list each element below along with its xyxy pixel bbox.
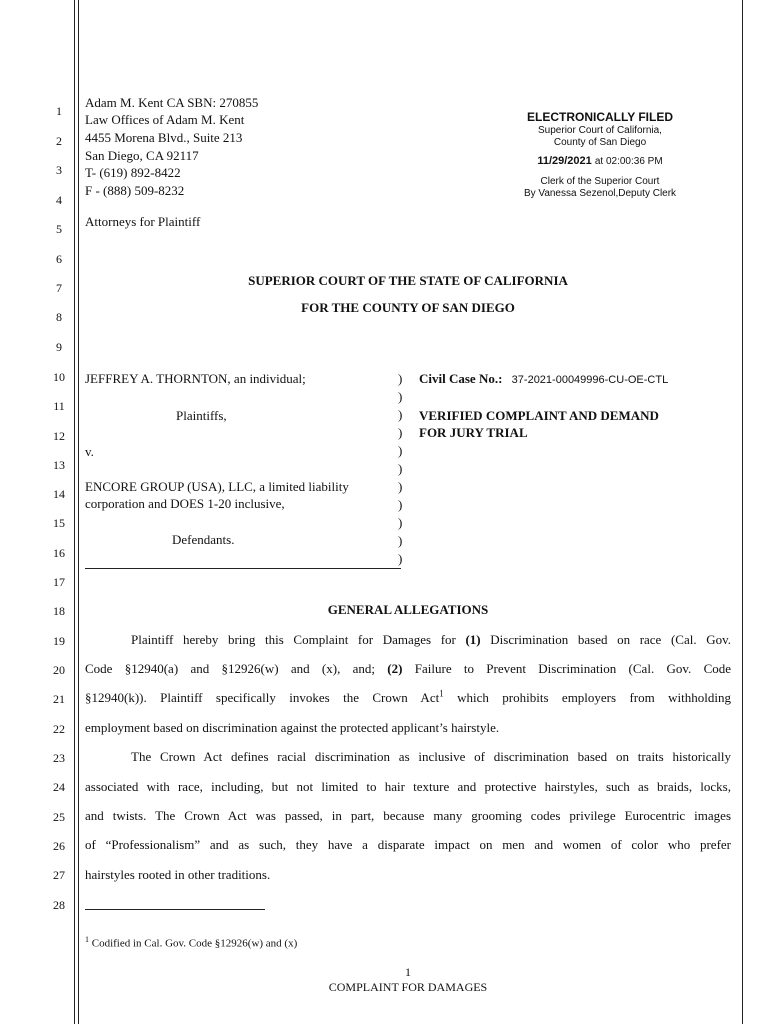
line-number: 5 bbox=[56, 222, 62, 236]
margin-line-left-inner bbox=[78, 0, 79, 1024]
caption-plaintiff: JEFFREY A. THORNTON, an individual; bbox=[85, 371, 306, 386]
attorney-name-sbn: Adam M. Kent CA SBN: 270855 bbox=[85, 95, 259, 110]
line-number: 20 bbox=[53, 663, 65, 677]
margin-line-left-outer bbox=[74, 0, 75, 1024]
line-number: 4 bbox=[56, 193, 62, 207]
line-number: 15 bbox=[53, 516, 65, 530]
document-title-line1: VERIFIED COMPLAINT AND DEMAND bbox=[419, 408, 659, 423]
line-number: 3 bbox=[56, 163, 62, 177]
caption-defendants-label: Defendants. bbox=[172, 532, 235, 547]
attorney-firm: Law Offices of Adam M. Kent bbox=[85, 112, 245, 127]
line-number: 17 bbox=[53, 575, 65, 589]
case-number: 37-2021-00049996-CU-OE-CTL bbox=[511, 374, 669, 386]
line-number: 28 bbox=[53, 898, 65, 912]
caption-underline bbox=[85, 568, 401, 569]
line-number: 16 bbox=[53, 546, 65, 560]
line-number: 1 bbox=[56, 104, 62, 118]
stamp-title: ELECTRONICALLY FILED bbox=[526, 110, 673, 124]
p1-line2: Code §12940(a) and §12926(w) and (x), and; (2) Failure to Prevent Discrimination (Cal. Gov. Code bbox=[85, 661, 732, 676]
line-number: 21 bbox=[53, 692, 65, 706]
attorney-street: 4455 Morena Blvd., Suite 213 bbox=[85, 130, 243, 145]
p1-line1: Plaintiff hereby bring this Complaint for Damages for (1) Discrimination based on race (Cal. Gov. bbox=[131, 632, 731, 647]
court-heading-line2: FOR THE COUNTY OF SAN DIEGO bbox=[301, 300, 515, 315]
stamp-date: 11/29/2021 bbox=[537, 155, 592, 167]
caption-plaintiffs-label: Plaintiffs, bbox=[176, 408, 227, 423]
p2-line2: associated with race, including, but not limited to hair texture and protective hairstyles, such as braids, locks, bbox=[85, 779, 731, 794]
attorney-phone: T- (619) 892-8422 bbox=[85, 165, 181, 180]
stamp-time: at 02:00:36 PM bbox=[594, 156, 663, 167]
court-heading-line1: SUPERIOR COURT OF THE STATE OF CALIFORNIA bbox=[248, 273, 568, 288]
line-number: 7 bbox=[56, 281, 62, 295]
page-number: 1 bbox=[405, 965, 411, 979]
p2-line3: and twists. The Crown Act was passed, in part, because many grooming codes privilege Eurocentric images bbox=[85, 808, 731, 823]
footnote-marker: 1 bbox=[85, 935, 89, 944]
line-number: 6 bbox=[56, 252, 62, 266]
margin-line-right bbox=[742, 0, 743, 1024]
stamp-deputy: By Vanessa Sezenol,Deputy Clerk bbox=[523, 188, 677, 199]
footnote-text: Codified in Cal. Gov. Code §12926(w) and (x) bbox=[91, 937, 298, 950]
footnote bbox=[85, 931, 297, 953]
stamp-clerk: Clerk of the Superior Court bbox=[540, 176, 660, 187]
footnote-ref[interactable]: 1 bbox=[439, 688, 444, 699]
line-number: 9 bbox=[56, 340, 62, 354]
case-number-line bbox=[419, 370, 668, 389]
p2-line4: of “Professionalism” and as such, they have a disparate impact on men and women of color who prefer bbox=[85, 837, 731, 852]
line-number: 24 bbox=[53, 780, 65, 794]
line-number: 12 bbox=[53, 429, 65, 443]
attorney-fax: F - (888) 509-8232 bbox=[85, 183, 185, 198]
p1-line4: employment based on discrimination against the protected applicant’s hairstyle. bbox=[85, 720, 500, 735]
caption-defendant-line1: ENCORE GROUP (USA), LLC, a limited liability bbox=[85, 479, 349, 494]
case-number-label: Civil Case No.: bbox=[419, 371, 503, 386]
p2-line1: The Crown Act defines racial discrimination as inclusive of discrimination based on traits historically bbox=[131, 749, 731, 764]
line-number: 26 bbox=[53, 839, 65, 853]
document-title-line2: FOR JURY TRIAL bbox=[419, 425, 528, 440]
stamp-county: County of San Diego bbox=[553, 137, 647, 148]
line-number: 11 bbox=[53, 399, 65, 413]
line-number: 19 bbox=[53, 634, 65, 648]
line-number: 25 bbox=[53, 810, 65, 824]
attorney-role: Attorneys for Plaintiff bbox=[85, 214, 201, 229]
line-number: 14 bbox=[53, 487, 65, 501]
line-number: 2 bbox=[56, 134, 62, 148]
p2-line5: hairstyles rooted in other traditions. bbox=[85, 867, 271, 882]
footnote-separator bbox=[85, 909, 265, 910]
stamp-datetime bbox=[500, 155, 700, 167]
footer-title: COMPLAINT FOR DAMAGES bbox=[328, 980, 488, 994]
caption-defendant-line2: corporation and DOES 1-20 inclusive, bbox=[85, 496, 285, 511]
line-number: 8 bbox=[56, 310, 62, 324]
stamp-court: Superior Court of California, bbox=[538, 125, 662, 136]
line-number: 22 bbox=[53, 722, 65, 736]
line-number: 10 bbox=[53, 370, 65, 384]
line-number: 27 bbox=[53, 868, 65, 882]
section-heading: GENERAL ALLEGATIONS bbox=[327, 602, 489, 617]
attorney-city: San Diego, CA 92117 bbox=[85, 148, 199, 163]
line-number: 13 bbox=[53, 458, 65, 472]
caption-versus: v. bbox=[85, 444, 94, 459]
p1-line3: §12940(k)). Plaintiff specifically invokes the Crown Act$^1$ which prohibits employers from withholding bbox=[85, 688, 731, 705]
line-number: 18 bbox=[53, 604, 65, 618]
line-number: 23 bbox=[53, 751, 65, 765]
